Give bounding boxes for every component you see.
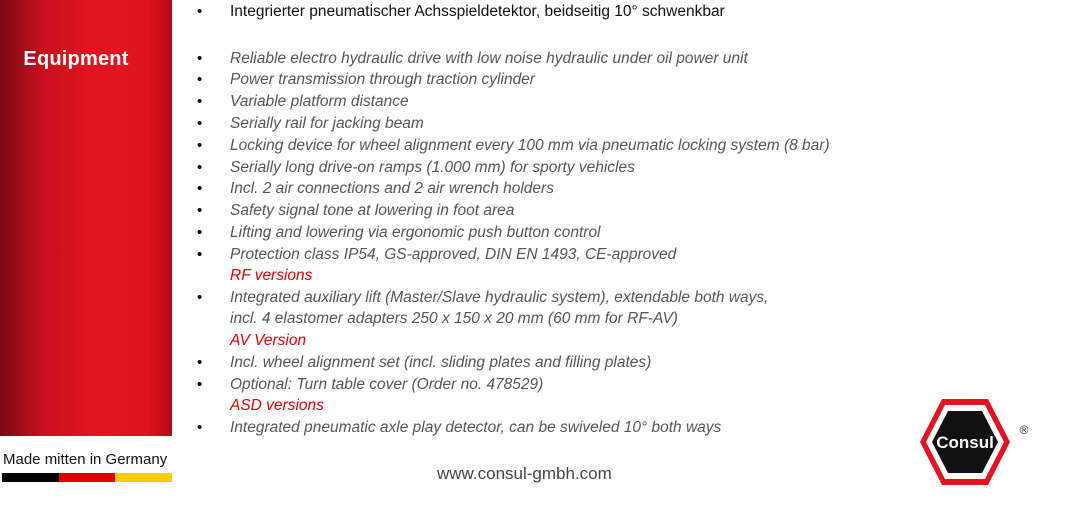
feature-text: Reliable electro hydraulic drive with low noise hydraulic under oil power unit bbox=[230, 50, 748, 67]
bullet-icon: • bbox=[197, 71, 203, 88]
bullet-icon: • bbox=[197, 93, 203, 110]
sidebar-title: Equipment bbox=[23, 48, 129, 70]
feature-text: Integrierter pneumatischer Achsspieldetektor, beidseitig 10° schwenkbar bbox=[230, 3, 725, 20]
website-link[interactable]: www.consul-gmbh.com bbox=[437, 464, 612, 483]
consul-logo bbox=[914, 396, 1034, 488]
made-in-germany-label: Made mitten in Germany bbox=[3, 451, 168, 468]
registered-mark: ® bbox=[1019, 423, 1029, 437]
feature-text: Variable platform distance bbox=[230, 93, 409, 110]
bullet-icon: • bbox=[197, 50, 203, 67]
bullet-icon: • bbox=[197, 354, 203, 371]
version-heading: ASD versions bbox=[230, 397, 324, 414]
german-flag-stripe bbox=[2, 473, 172, 482]
bullet-icon: • bbox=[197, 159, 203, 176]
bullet-icon: • bbox=[197, 137, 203, 154]
feature-text: Integrated pneumatic axle play detector, can be swiveled 10° both ways bbox=[230, 419, 722, 436]
feature-text: Incl. wheel alignment set (incl. sliding plates and filling plates) bbox=[230, 354, 652, 371]
feature-text: Power transmission through traction cylinder bbox=[230, 71, 535, 88]
bullet-icon: • bbox=[197, 3, 203, 20]
feature-text: Protection class IP54, GS-approved, DIN EN 1493, CE-approved bbox=[230, 246, 677, 263]
flag-stripe-black bbox=[2, 473, 59, 482]
feature-text: Serially rail for jacking beam bbox=[230, 115, 424, 132]
version-heading: AV Version bbox=[230, 332, 307, 349]
feature-text: Locking device for wheel alignment every 100 mm via pneumatic locking system (8 bar) bbox=[230, 137, 830, 154]
bullet-icon: • bbox=[197, 115, 203, 132]
equipment-sidebar-band bbox=[0, 0, 172, 436]
feature-text: Lifting and lowering via ergonomic push button control bbox=[230, 224, 601, 241]
bullet-icon: • bbox=[197, 180, 203, 197]
bullet-icon: • bbox=[197, 224, 203, 241]
version-heading: RF versions bbox=[230, 267, 313, 284]
flag-stripe-gold bbox=[115, 473, 172, 482]
bullet-icon: • bbox=[197, 246, 203, 263]
bullet-icon: • bbox=[197, 419, 203, 436]
feature-text: Safety signal tone at lowering in foot area bbox=[230, 202, 515, 219]
feature-text: incl. 4 elastomer adapters 250 x 150 x 20 mm (60 mm for RF-AV) bbox=[230, 310, 678, 327]
logo-wordmark: Consul bbox=[936, 433, 994, 452]
feature-text: Incl. 2 air connections and 2 air wrench holders bbox=[230, 180, 554, 197]
feature-text: Serially long drive-on ramps (1.000 mm) for sporty vehicles bbox=[230, 159, 635, 176]
bullet-icon: • bbox=[197, 289, 203, 306]
flag-stripe-red bbox=[59, 473, 116, 482]
feature-text: Integrated auxiliary lift (Master/Slave hydraulic system), extendable both ways, bbox=[230, 289, 769, 306]
bullet-icon: • bbox=[197, 376, 203, 393]
bullet-icon: • bbox=[197, 202, 203, 219]
feature-text: Optional: Turn table cover (Order no. 478529) bbox=[230, 376, 544, 393]
